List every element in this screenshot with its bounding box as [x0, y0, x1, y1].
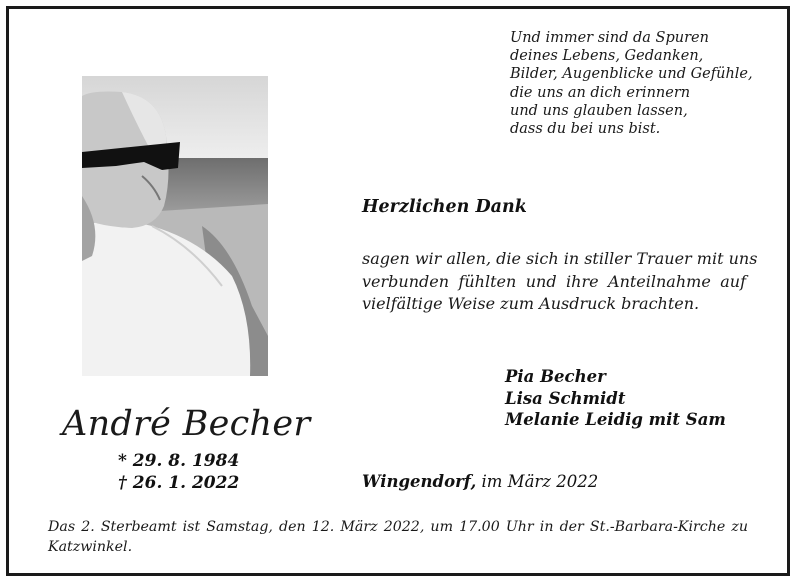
signer-name: Lisa Schmidt — [505, 388, 626, 408]
portrait-photo — [82, 76, 268, 376]
poem-line: die uns an dich erinnern — [510, 84, 691, 101]
poem-line: Bilder, Augenblicke und Gefühle, — [510, 66, 753, 83]
signers-list — [505, 366, 726, 431]
thanks-line: verbunden fühlten und ihre Anteilnahme auf — [362, 271, 746, 291]
thanks-text — [362, 248, 758, 316]
memorial-poem — [510, 29, 780, 138]
thanks-line: vielfältige Weise zum Ausdruck brachten. — [362, 294, 700, 313]
poem-line: dass du bei uns bist. — [510, 121, 661, 138]
thanks-heading: Herzlichen Dank — [362, 197, 527, 217]
place-date: im März 2022 — [481, 472, 599, 491]
thanks-line: sagen wir allen, die sich in stiller Trauer mit uns — [362, 249, 758, 268]
birth-date: * 29. 8. 1984 — [118, 451, 240, 471]
poem-line: deines Lebens, Gedanken, — [510, 48, 704, 65]
signer-name: Pia Becher — [505, 367, 606, 386]
life-dates — [118, 450, 239, 494]
signer-name: Melanie Leidig mit Sam — [505, 410, 726, 429]
death-date: † 26. 1. 2022 — [118, 473, 240, 493]
service-note — [48, 518, 748, 557]
deceased-name: André Becher — [62, 404, 311, 444]
service-note-line: Katzwinkel. — [48, 538, 133, 555]
service-note-line: Das 2. Sterbeamt ist Samstag, den 12. März 2022, um 17.00 Uhr in der St.-Barbara-Kirche zu — [48, 519, 748, 535]
place-town: Wingendorf, — [362, 472, 477, 491]
poem-line: Und immer sind da Spuren — [510, 30, 709, 46]
poem-line: und uns glauben lassen, — [510, 102, 688, 119]
place-date-line — [362, 472, 598, 491]
